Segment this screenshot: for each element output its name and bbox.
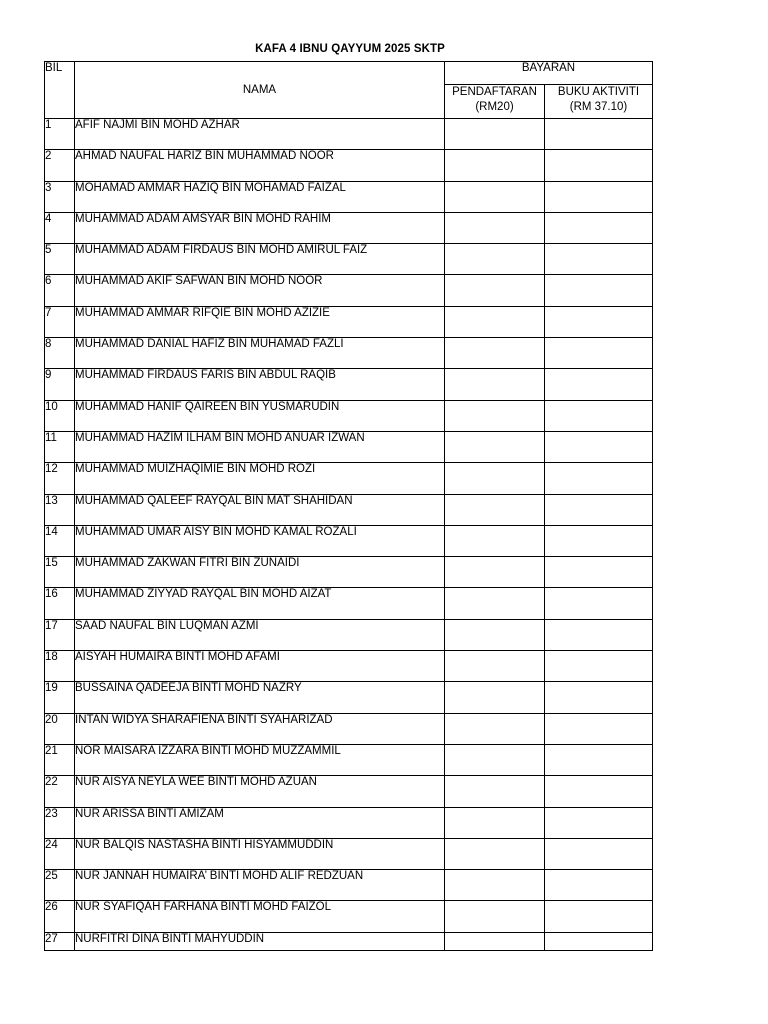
pendaftaran-payment-cell[interactable] bbox=[445, 870, 545, 901]
pendaftaran-payment-cell[interactable] bbox=[445, 306, 545, 337]
pendaftaran-payment-cell[interactable] bbox=[445, 431, 545, 462]
table-row bbox=[45, 431, 653, 462]
pendaftaran-payment-cell[interactable] bbox=[445, 651, 545, 682]
table-row bbox=[45, 306, 653, 337]
table-row bbox=[45, 494, 653, 525]
buku-aktiviti-payment-cell[interactable] bbox=[545, 525, 653, 556]
row-number: 20 bbox=[45, 713, 75, 744]
buku-aktiviti-payment-cell[interactable] bbox=[545, 150, 653, 181]
table-row bbox=[45, 901, 653, 932]
pendaftaran-payment-cell[interactable] bbox=[445, 525, 545, 556]
pendaftaran-payment-cell[interactable] bbox=[445, 244, 545, 275]
buku-aktiviti-payment-cell[interactable] bbox=[545, 494, 653, 525]
row-number: 18 bbox=[45, 651, 75, 682]
pendaftaran-payment-cell[interactable] bbox=[445, 557, 545, 588]
student-name: AHMAD NAUFAL HARIZ BIN MUHAMMAD NOOR bbox=[75, 150, 445, 181]
row-number: 11 bbox=[45, 431, 75, 462]
header-row-top bbox=[45, 62, 653, 85]
pendaftaran-payment-cell[interactable] bbox=[445, 119, 545, 150]
buku-aktiviti-payment-cell[interactable] bbox=[545, 275, 653, 306]
student-name: BUSSAINA QADEEJA BINTI MOHD NAZRY bbox=[75, 682, 445, 713]
table-row bbox=[45, 776, 653, 807]
row-number: 23 bbox=[45, 807, 75, 838]
row-number: 21 bbox=[45, 744, 75, 775]
student-name: NURFITRI DINA BINTI MAHYUDDIN bbox=[75, 932, 445, 950]
pendaftaran-payment-cell[interactable] bbox=[445, 932, 545, 950]
student-name: NUR AISYA NEYLA WEE BINTI MOHD AZUAN bbox=[75, 776, 445, 807]
pendaftaran-payment-cell[interactable] bbox=[445, 901, 545, 932]
table-row bbox=[45, 838, 653, 869]
student-name: MUHAMMAD ADAM AMSYAR BIN MOHD RAHIM bbox=[75, 212, 445, 243]
student-name: MUHAMMAD AKIF SAFWAN BIN MOHD NOOR bbox=[75, 275, 445, 306]
pendaftaran-payment-cell[interactable] bbox=[445, 838, 545, 869]
row-number: 5 bbox=[45, 244, 75, 275]
student-name: NUR BALQIS NASTASHA BINTI HISYAMMUDDIN bbox=[75, 838, 445, 869]
buku-aktiviti-payment-cell[interactable] bbox=[545, 306, 653, 337]
student-name: MUHAMMAD QALEEF RAYQAL BIN MAT SHAHIDAN bbox=[75, 494, 445, 525]
row-number: 12 bbox=[45, 463, 75, 494]
student-rows bbox=[45, 119, 653, 951]
pendaftaran-payment-cell[interactable] bbox=[445, 150, 545, 181]
row-number: 14 bbox=[45, 525, 75, 556]
buku-aktiviti-payment-cell[interactable] bbox=[545, 588, 653, 619]
header-buku-label: BUKU AKTIVITI bbox=[557, 86, 640, 98]
student-name: NUR ARISSA BINTI AMIZAM bbox=[75, 807, 445, 838]
header-pendaftaran-label: PENDAFTARAN bbox=[452, 86, 537, 98]
pendaftaran-payment-cell[interactable] bbox=[445, 494, 545, 525]
header-buku-amount: (RM 37.10) bbox=[569, 101, 628, 113]
buku-aktiviti-payment-cell[interactable] bbox=[545, 463, 653, 494]
buku-aktiviti-payment-cell[interactable] bbox=[545, 901, 653, 932]
buku-aktiviti-payment-cell[interactable] bbox=[545, 619, 653, 650]
table-row bbox=[45, 400, 653, 431]
student-name: MUHAMMAD MUIZHAQIMIE BIN MOHD ROZI bbox=[75, 463, 445, 494]
buku-aktiviti-payment-cell[interactable] bbox=[545, 338, 653, 369]
table-row bbox=[45, 651, 653, 682]
row-number: 27 bbox=[45, 932, 75, 950]
row-number: 19 bbox=[45, 682, 75, 713]
table-row bbox=[45, 807, 653, 838]
student-name: MUHAMMAD ZAKWAN FITRI BIN ZUNAIDI bbox=[75, 557, 445, 588]
header-pendaftaran-amount: (RM20) bbox=[475, 101, 514, 113]
pendaftaran-payment-cell[interactable] bbox=[445, 807, 545, 838]
buku-aktiviti-payment-cell[interactable] bbox=[545, 557, 653, 588]
buku-aktiviti-payment-cell[interactable] bbox=[545, 181, 653, 212]
table-row bbox=[45, 525, 653, 556]
row-number: 25 bbox=[45, 870, 75, 901]
row-number: 16 bbox=[45, 588, 75, 619]
row-number: 7 bbox=[45, 306, 75, 337]
row-number: 2 bbox=[45, 150, 75, 181]
buku-aktiviti-payment-cell[interactable] bbox=[545, 713, 653, 744]
pendaftaran-payment-cell[interactable] bbox=[445, 181, 545, 212]
pendaftaran-payment-cell[interactable] bbox=[445, 275, 545, 306]
header-bil: BIL bbox=[45, 62, 75, 119]
buku-aktiviti-payment-cell[interactable] bbox=[545, 932, 653, 950]
row-number: 17 bbox=[45, 619, 75, 650]
student-payment-table bbox=[44, 61, 653, 951]
buku-aktiviti-payment-cell[interactable] bbox=[545, 776, 653, 807]
buku-aktiviti-payment-cell[interactable] bbox=[545, 682, 653, 713]
table-row bbox=[45, 369, 653, 400]
pendaftaran-payment-cell[interactable] bbox=[445, 369, 545, 400]
table-row bbox=[45, 244, 653, 275]
table-row bbox=[45, 619, 653, 650]
student-name: MUHAMMAD HANIF QAIREEN BIN YUSMARUDIN bbox=[75, 400, 445, 431]
pendaftaran-payment-cell[interactable] bbox=[445, 212, 545, 243]
row-number: 24 bbox=[45, 838, 75, 869]
row-number: 4 bbox=[45, 212, 75, 243]
pendaftaran-payment-cell[interactable] bbox=[445, 682, 545, 713]
table-row bbox=[45, 744, 653, 775]
student-name: MOHAMAD AMMAR HAZIQ BIN MOHAMAD FAIZAL bbox=[75, 181, 445, 212]
row-number: 9 bbox=[45, 369, 75, 400]
table-row bbox=[45, 557, 653, 588]
table-row bbox=[45, 870, 653, 901]
buku-aktiviti-payment-cell[interactable] bbox=[545, 212, 653, 243]
student-name: MUHAMMAD ZIYYAD RAYQAL BIN MOHD AIZAT bbox=[75, 588, 445, 619]
student-name: MUHAMMAD ADAM FIRDAUS BIN MOHD AMIRUL FAIZ bbox=[75, 244, 445, 275]
student-name: MUHAMMAD HAZIM ILHAM BIN MOHD ANUAR IZWAN bbox=[75, 431, 445, 462]
table-row bbox=[45, 932, 653, 950]
student-name: MUHAMMAD AMMAR RIFQIE BIN MOHD AZIZIE bbox=[75, 306, 445, 337]
table-row bbox=[45, 682, 653, 713]
pendaftaran-payment-cell[interactable] bbox=[445, 463, 545, 494]
table-row bbox=[45, 338, 653, 369]
table-row bbox=[45, 181, 653, 212]
buku-aktiviti-payment-cell[interactable] bbox=[545, 807, 653, 838]
student-name: NUR JANNAH HUMAIRA’ BINTI MOHD ALIF REDZUAN bbox=[75, 870, 445, 901]
student-name: AISYAH HUMAIRA BINTI MOHD AFAMI bbox=[75, 651, 445, 682]
header-buku-aktiviti bbox=[545, 85, 653, 119]
table-row bbox=[45, 150, 653, 181]
header-nama: NAMA bbox=[75, 62, 445, 119]
buku-aktiviti-payment-cell[interactable] bbox=[545, 838, 653, 869]
pendaftaran-payment-cell[interactable] bbox=[445, 713, 545, 744]
student-name: MUHAMMAD FIRDAUS FARIS BIN ABDUL RAQIB bbox=[75, 369, 445, 400]
student-name: MUHAMMAD DANIAL HAFIZ BIN MUHAMAD FAZLI bbox=[75, 338, 445, 369]
pendaftaran-payment-cell[interactable] bbox=[445, 776, 545, 807]
pendaftaran-payment-cell[interactable] bbox=[445, 619, 545, 650]
header-bayaran: BAYARAN bbox=[445, 62, 653, 85]
row-number: 22 bbox=[45, 776, 75, 807]
row-number: 26 bbox=[45, 901, 75, 932]
row-number: 6 bbox=[45, 275, 75, 306]
table-row bbox=[45, 275, 653, 306]
student-name: SAAD NAUFAL BIN LUQMAN AZMI bbox=[75, 619, 445, 650]
header-pendaftaran bbox=[445, 85, 545, 119]
buku-aktiviti-payment-cell[interactable] bbox=[545, 244, 653, 275]
buku-aktiviti-payment-cell[interactable] bbox=[545, 119, 653, 150]
student-name: AFIF NAJMI BIN MOHD AZHAR bbox=[75, 119, 445, 150]
pendaftaran-payment-cell[interactable] bbox=[445, 400, 545, 431]
row-number: 13 bbox=[45, 494, 75, 525]
pendaftaran-payment-cell[interactable] bbox=[445, 744, 545, 775]
buku-aktiviti-payment-cell[interactable] bbox=[545, 431, 653, 462]
row-number: 10 bbox=[45, 400, 75, 431]
pendaftaran-payment-cell[interactable] bbox=[445, 338, 545, 369]
table-row bbox=[45, 463, 653, 494]
buku-aktiviti-payment-cell[interactable] bbox=[545, 744, 653, 775]
table-row bbox=[45, 588, 653, 619]
student-name: NUR SYAFIQAH FARHANA BINTI MOHD FAIZOL bbox=[75, 901, 445, 932]
student-name: NOR MAISARA IZZARA BINTI MOHD MUZZAMMIL bbox=[75, 744, 445, 775]
student-name: MUHAMMAD UMAR AISY BIN MOHD KAMAL ROZALI bbox=[75, 525, 445, 556]
buku-aktiviti-payment-cell[interactable] bbox=[545, 651, 653, 682]
document-title: KAFA 4 IBNU QAYYUM 2025 SKTP bbox=[255, 43, 445, 55]
row-number: 8 bbox=[45, 338, 75, 369]
table-row bbox=[45, 713, 653, 744]
row-number: 15 bbox=[45, 557, 75, 588]
buku-aktiviti-payment-cell[interactable] bbox=[545, 369, 653, 400]
pendaftaran-payment-cell[interactable] bbox=[445, 588, 545, 619]
table-row bbox=[45, 119, 653, 150]
table-row bbox=[45, 212, 653, 243]
row-number: 3 bbox=[45, 181, 75, 212]
student-name: INTAN WIDYA SHARAFIENA BINTI SYAHARIZAD bbox=[75, 713, 445, 744]
row-number: 1 bbox=[45, 119, 75, 150]
buku-aktiviti-payment-cell[interactable] bbox=[545, 870, 653, 901]
buku-aktiviti-payment-cell[interactable] bbox=[545, 400, 653, 431]
